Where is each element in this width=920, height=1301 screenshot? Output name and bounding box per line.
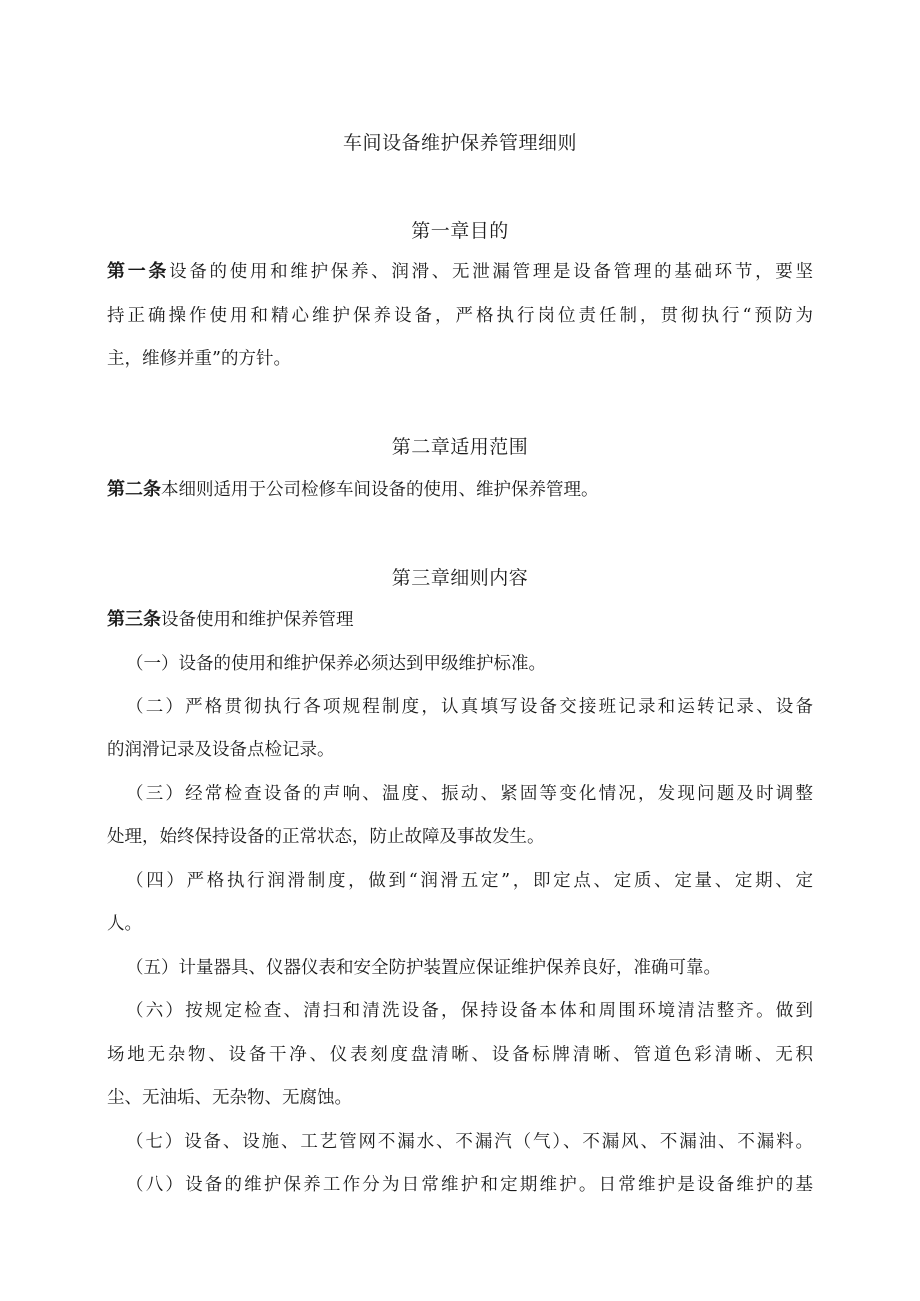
item-4-line-2: 人。 bbox=[107, 914, 142, 934]
item-3-line-1: （三）经常检查设备的声响、温度、振动、紧固等变化情况，发现问题及时调整 bbox=[126, 784, 813, 804]
article-2-line: 第二条本细则适用于公司检修车间设备的使用、维护保养管理。 bbox=[107, 479, 599, 500]
item-8-line-1: （八）设备的维护保养工作分为日常维护和定期维护。日常维护是设备维护的基 bbox=[126, 1175, 813, 1195]
item-4-line-1: （四）严格执行润滑制度，做到“润滑五定”，即定点、定质、定量、定期、定 bbox=[126, 871, 813, 891]
item-6-line-2: 场地无杂物、设备干净、仪表刻度盘清晰、设备标牌清晰、管道色彩清晰、无积 bbox=[107, 1045, 813, 1065]
item-2-line-1: （二）严格贯彻执行各项规程制度，认真填写设备交接班记录和运转记录、设备 bbox=[126, 697, 813, 717]
item-2-line-2: 的润滑记录及设备点检记录。 bbox=[107, 740, 335, 760]
item-1-line-1: （一）设备的使用和维护保养必须达到甲级维护标准。 bbox=[126, 654, 546, 674]
chapter-2-heading: 第二章适用范围 bbox=[391, 436, 529, 458]
article-1-line-3: 主，维修并重”的方针。 bbox=[107, 349, 291, 369]
article-1-line-2: 持正确操作使用和精心维护保养设备，严格执行岗位责任制，贯彻执行“预防为 bbox=[107, 306, 813, 326]
document-title: 车间设备维护保养管理细则 bbox=[342, 132, 577, 154]
chapter-3-heading: 第三章细则内容 bbox=[391, 567, 529, 589]
item-3-line-2: 处理，始终保持设备的正常状态，防止故障及事故发生。 bbox=[107, 827, 545, 847]
article-3-label: 第三条 bbox=[107, 609, 161, 630]
article-3-line: 第三条设备使用和维护保养管理 bbox=[107, 609, 354, 630]
article-1-line-1: 第一条设备的使用和维护保养、润滑、无泄漏管理是设备管理的基础环节，要坚 bbox=[107, 261, 814, 282]
article-2-label: 第二条 bbox=[107, 479, 161, 500]
article-1-label: 第一条 bbox=[107, 261, 170, 282]
item-6-line-3: 尘、无油垢、无杂物、无腐蚀。 bbox=[107, 1088, 352, 1108]
chapter-1-heading: 第一章目的 bbox=[411, 220, 509, 242]
item-7-line-1: （七）设备、设施、工艺管网不漏水、不漏汽（气）、不漏风、不漏油、不漏料。 bbox=[126, 1132, 813, 1152]
item-6-line-1: （六）按规定检查、清扫和清洗设备，保持设备本体和周围环境清洁整齐。做到 bbox=[126, 1001, 813, 1021]
item-5-line-1: （五）计量器具、仪器仪表和安全防护装置应保证维护保养良好，准确可靠。 bbox=[126, 958, 721, 978]
